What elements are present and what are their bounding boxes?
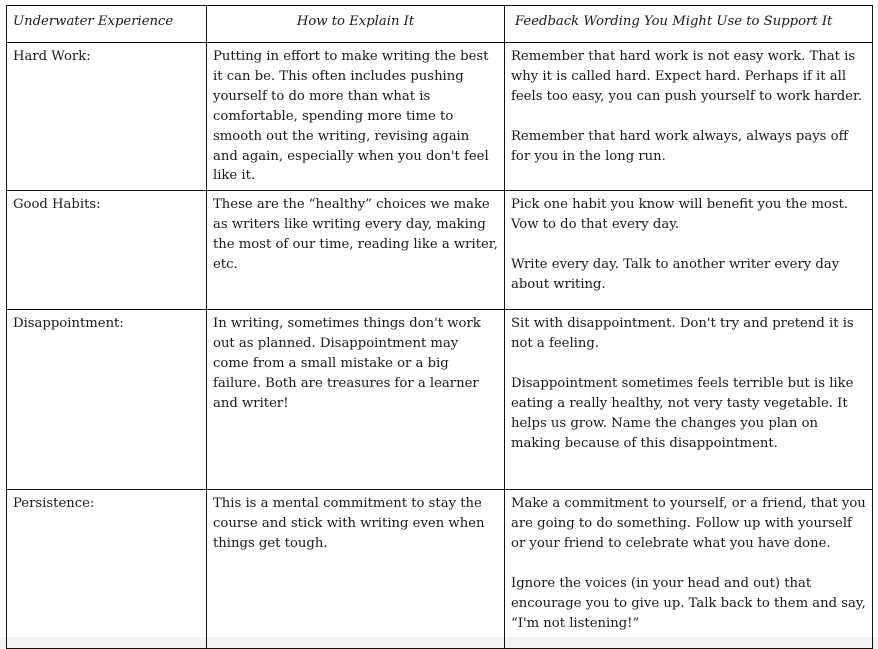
feedback-paragraph: Pick one habit you know will benefit you the most. Vow to do that every day. (511, 197, 849, 233)
experience-label: Hard Work: (7, 43, 207, 191)
experience-label: Good Habits: (7, 191, 207, 310)
experience-label: Persistence: (7, 490, 207, 649)
feedback-paragraph: Ignore the voices (in your head and out) that encourage you to give up. Talk back to them and say, “I'm not listening!” (511, 576, 866, 631)
feedback-paragraph: Write every day. Talk to another writer every day about writing. (511, 257, 840, 293)
table-header-row (7, 6, 873, 43)
explanation-cell: Putting in effort to make writing the best it can be. This often includes pushing yourself to do more than what is comfortable, spending more time to smooth out the writing, revising again and again, especially when you don't feel like it. (207, 43, 505, 191)
feedback-cell (505, 490, 873, 649)
explanation-cell: In writing, sometimes things don't work out as planned. Disappointment may come from a small mistake or a big failure. Both are treasures for a learner and writer! (207, 310, 505, 490)
table-row-persistence (7, 490, 873, 649)
explanation-cell: These are the “healthy” choices we make as writers like writing every day, making the most of our time, reading like a writer, etc. (207, 191, 505, 310)
table-row-good-habits (7, 191, 873, 310)
feedback-paragraph: Remember that hard work is not easy work. That is why it is called hard. Expect hard. Perhaps if it all feels too easy, you can push yourself to work harder. (511, 49, 863, 104)
underwater-experience-table (6, 5, 873, 649)
feedback-cell (505, 43, 873, 191)
feedback-paragraph: Make a commitment to yourself, or a friend, that you are going to do something. Follow up with yourself or your friend to celebrate what you have done. (511, 496, 866, 552)
experience-label: Disappointment: (7, 310, 207, 490)
feedback-cell (505, 191, 873, 310)
header-feedback-wording: Feedback Wording You Might Use to Support It (505, 6, 873, 43)
explanation-cell: This is a mental commitment to stay the course and stick with writing even when things get tough. (207, 490, 505, 649)
header-how-to-explain: How to Explain It (207, 6, 505, 43)
table-row-hard-work (7, 43, 873, 191)
table-row-disappointment (7, 310, 873, 490)
feedback-cell (505, 310, 873, 490)
header-underwater-experience: Underwater Experience (7, 6, 207, 43)
feedback-paragraph: Disappointment sometimes feels terrible but is like eating a really healthy, not very tasty vegetable. It helps us grow. Name the changes you plan on making because of this disappointment. (511, 376, 854, 451)
feedback-paragraph: Sit with disappointment. Don't try and pretend it is not a feeling. (511, 316, 854, 352)
feedback-paragraph: Remember that hard work always, always pays off for you in the long run. (511, 128, 848, 164)
